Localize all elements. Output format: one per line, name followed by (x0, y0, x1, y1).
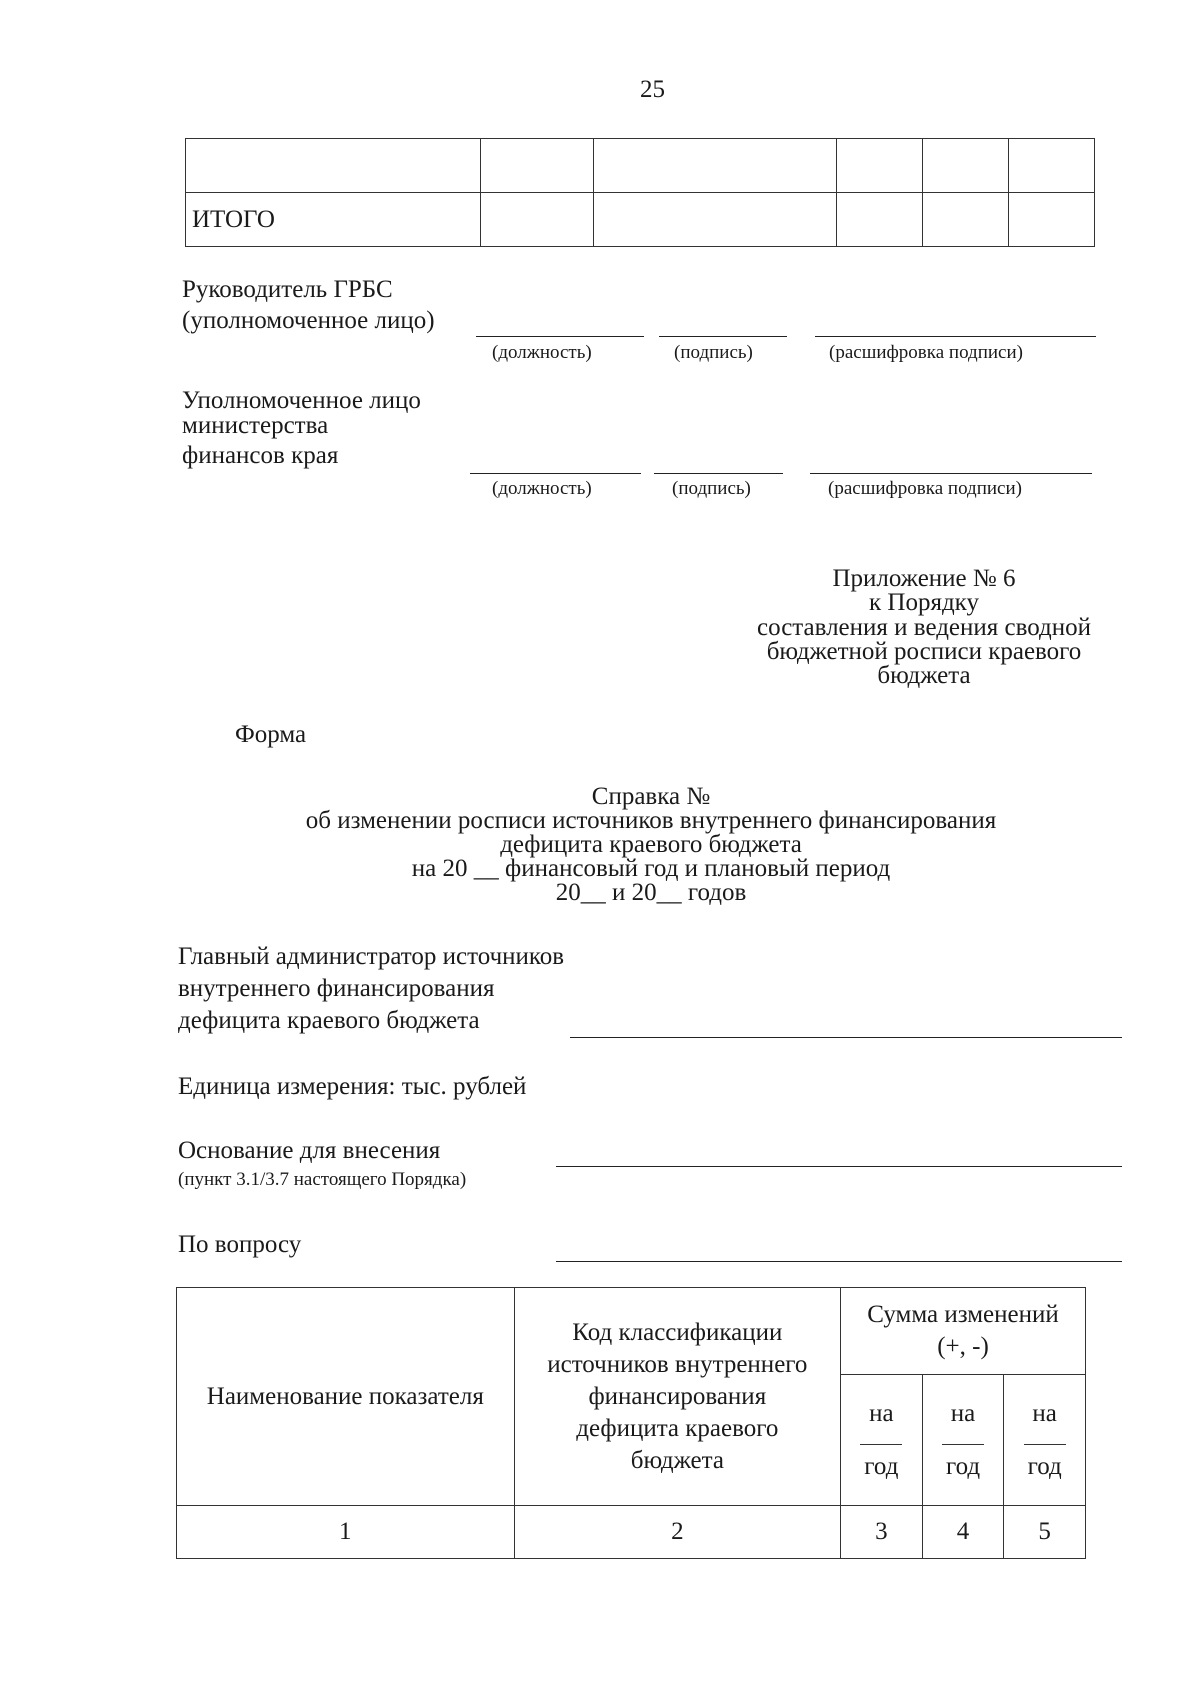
appendix-line2: к Порядку (869, 589, 979, 616)
col-code-header (514, 1288, 840, 1506)
god-text: год (1027, 1452, 1062, 1480)
table-header-row (177, 1288, 1086, 1375)
question-fill-line (556, 1261, 1122, 1262)
ministry-title-line3: финансов края (182, 442, 339, 469)
ministry-position-caption: (должность) (492, 478, 592, 499)
title-line4: на 20 __ финансовый год и плановый период (411, 855, 891, 882)
table-row (177, 1506, 1086, 1559)
head-position-line (476, 336, 644, 337)
na-text: на (1032, 1399, 1057, 1427)
total-label: ИТОГО (186, 193, 481, 247)
title-line3: дефицита краевого бюджета (500, 831, 802, 858)
col-number-3: 3 (841, 1506, 923, 1559)
col-number-4: 4 (922, 1506, 1004, 1559)
admin-label-line1: Главный администратор источников (178, 943, 565, 970)
ministry-title-line2: министерства (182, 412, 329, 439)
table-cell (922, 193, 1008, 247)
basis-note: (пункт 3.1/3.7 настоящего Порядка) (178, 1169, 467, 1190)
head-title-line1: Руководитель ГРБС (182, 276, 393, 303)
ministry-signature-line (654, 473, 783, 474)
col-year1-header (841, 1375, 923, 1506)
head-signature-caption: (подпись) (674, 342, 753, 363)
table-row (186, 193, 1095, 247)
admin-label-line2: внутреннего финансирования (178, 975, 495, 1002)
table-cell (836, 193, 922, 247)
head-transcript-caption: (расшифровка подписи) (829, 342, 1023, 363)
unit-label: Единица измерения: тыс. рублей (178, 1073, 527, 1100)
basis-label: Основание для внесения (178, 1137, 441, 1164)
table-cell (1008, 193, 1094, 247)
head-signature-line (659, 336, 787, 337)
col-year3-header (1004, 1375, 1086, 1506)
basis-fill-line (556, 1166, 1122, 1167)
god-text: год (864, 1452, 899, 1480)
appendix-line4: бюджетной росписи краевого (766, 638, 1082, 665)
god-text: год (945, 1452, 981, 1480)
appendix-line5: бюджета (877, 662, 971, 689)
title-line1: Справка № (591, 783, 711, 810)
appendix-line1: Приложение № 6 (832, 565, 1016, 592)
ministry-transcript-line (810, 473, 1092, 474)
table-cell (594, 139, 836, 193)
admin-label-line3: дефицита краевого бюджета (178, 1007, 480, 1034)
table-cell (186, 139, 481, 193)
question-label: По вопросу (178, 1231, 302, 1258)
form-label: Форма (235, 721, 307, 748)
page-number: 25 (640, 76, 665, 103)
col-number-5: 5 (1004, 1506, 1086, 1559)
col-sum-header-text: Сумма изменений (+, -) (867, 1301, 1059, 1360)
ministry-signature-caption: (подпись) (672, 478, 751, 499)
ministry-transcript-caption: (расшифровка подписи) (828, 478, 1022, 499)
head-transcript-line (815, 336, 1096, 337)
col-sum-header (841, 1288, 1086, 1375)
head-title-line2: (уполномоченное лицо) (182, 307, 435, 334)
table-cell (594, 193, 836, 247)
top-table (185, 138, 1095, 247)
year-blank-line (860, 1444, 902, 1445)
ministry-position-line (470, 473, 641, 474)
table-cell (481, 193, 594, 247)
table-cell (922, 139, 1008, 193)
na-text: на (869, 1399, 894, 1427)
col-name-header (177, 1288, 515, 1506)
changes-table (176, 1287, 1086, 1559)
na-text: на (950, 1399, 976, 1427)
col-year2-header (922, 1375, 1004, 1506)
col-name-header-text: Наименование показателя (206, 1382, 484, 1410)
title-line5: 20__ и 20__ годов (555, 879, 747, 906)
table-row (186, 139, 1095, 193)
ministry-title-line1: Уполномоченное лицо (182, 387, 421, 414)
table-cell (836, 139, 922, 193)
col-number-2: 2 (514, 1506, 840, 1559)
admin-fill-line (570, 1037, 1122, 1038)
head-position-caption: (должность) (492, 342, 592, 363)
table-cell (481, 139, 594, 193)
col-code-header-text: Код классификации источников внутреннего финансирования дефицита краевого бюджета (547, 1318, 808, 1474)
year-blank-line (1024, 1444, 1066, 1445)
col-number-1: 1 (177, 1506, 515, 1559)
table-cell (1008, 139, 1094, 193)
appendix-line3: составления и ведения сводной (756, 614, 1092, 641)
title-line2: об изменении росписи источников внутреннего финансирования (305, 807, 997, 834)
year-blank-line (942, 1444, 984, 1445)
